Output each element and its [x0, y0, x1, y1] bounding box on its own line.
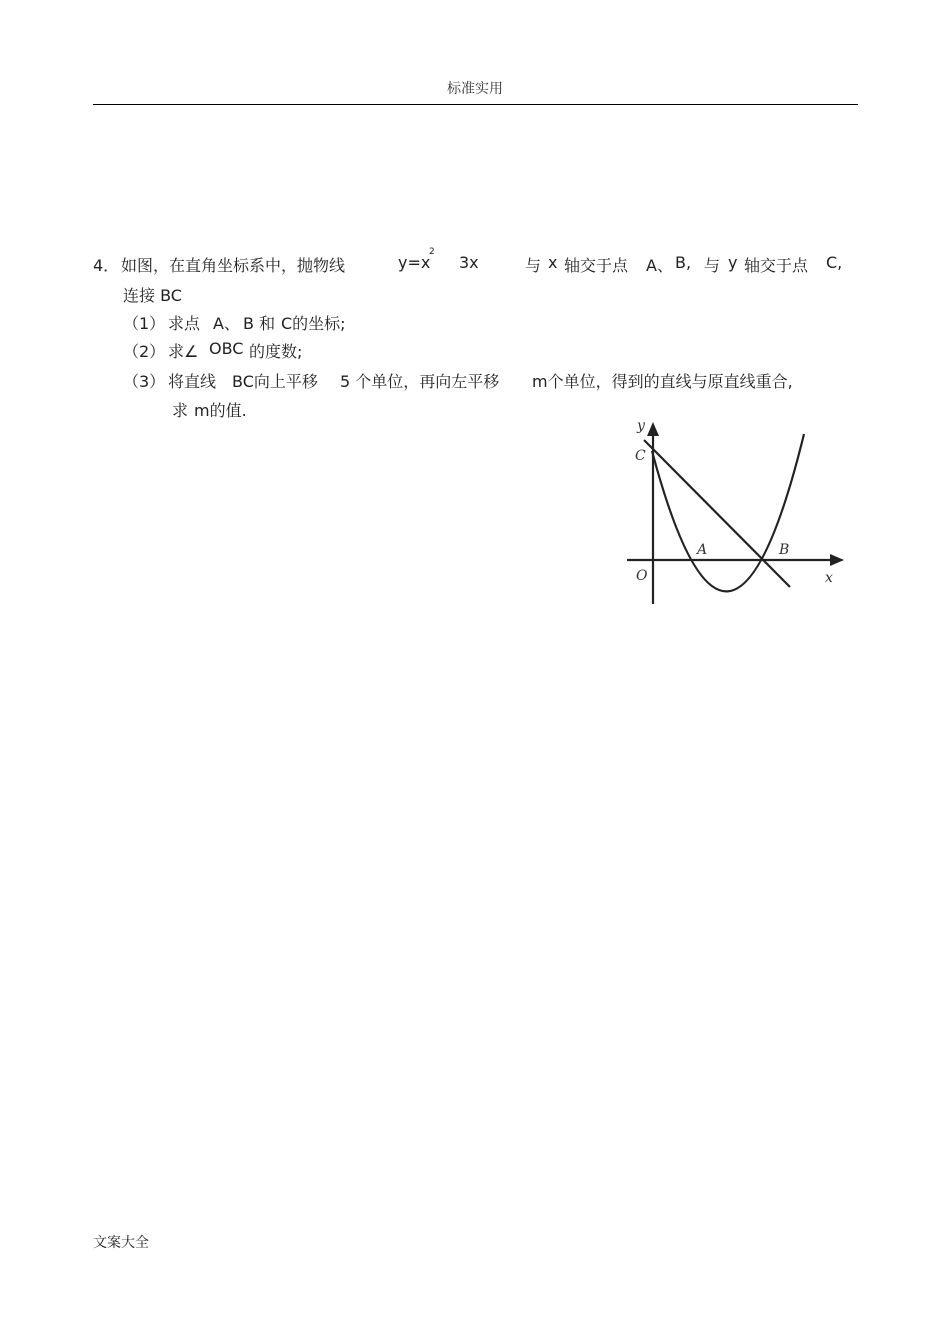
y-axis-arrow — [647, 422, 659, 436]
point-a: A、 — [646, 256, 673, 275]
var-x: x — [548, 253, 558, 272]
label-y: y — [637, 418, 645, 434]
q3-bc: BC向上平移 — [232, 372, 318, 391]
problem-number: 4． — [93, 256, 120, 275]
page-header: 标准实用 — [447, 81, 503, 97]
formula-exponent: 2 — [429, 247, 435, 257]
point-b: B, — [675, 253, 692, 272]
formula-3x: 3x — [459, 253, 479, 272]
q3-text: 将直线 — [168, 372, 217, 391]
label-c: C — [635, 448, 646, 464]
point-c: C, — [826, 253, 843, 272]
formula-y: y=x — [398, 253, 431, 272]
q2-angle-name: OBC — [209, 339, 244, 358]
label-b: B — [779, 542, 790, 558]
q1-number: （1） — [123, 314, 166, 333]
q1-point-a: A、 — [213, 314, 240, 333]
q3-number: （3） — [123, 372, 166, 391]
q3b-text: 求 — [172, 401, 189, 420]
q1-point-b: B 和 — [243, 314, 276, 333]
q2-text: 求∠ — [168, 342, 199, 361]
problem-line-2: 连接 BC — [123, 286, 182, 305]
line-bc — [644, 440, 790, 587]
q1-text: 求点 — [168, 314, 201, 333]
q2-text-2: 的度数; — [249, 342, 303, 361]
var-y: y — [728, 253, 738, 272]
q1-point-c: C的坐标; — [281, 314, 346, 333]
label-o: O — [636, 568, 648, 584]
label-x: x — [825, 570, 833, 586]
q2-number: （2） — [123, 342, 166, 361]
parabola — [652, 434, 804, 591]
q3-m: m个单位，得到的直线与原直线重合, — [532, 372, 793, 391]
text-y-axis-meets: 轴交于点 — [744, 256, 809, 275]
q3b-m: m的值. — [194, 401, 247, 420]
x-axis-arrow — [830, 554, 844, 566]
text-x-axis-meets: 轴交于点 — [564, 256, 629, 275]
text-with: 与 — [525, 256, 542, 275]
label-a: A — [697, 542, 708, 558]
text-with-2: 与 — [704, 256, 721, 275]
page-footer: 文案大全 — [93, 1235, 149, 1251]
problem-intro: 如图，在直角坐标系中，抛物线 — [121, 256, 346, 275]
q3-five: 5 个单位，再向左平移 — [340, 372, 500, 391]
